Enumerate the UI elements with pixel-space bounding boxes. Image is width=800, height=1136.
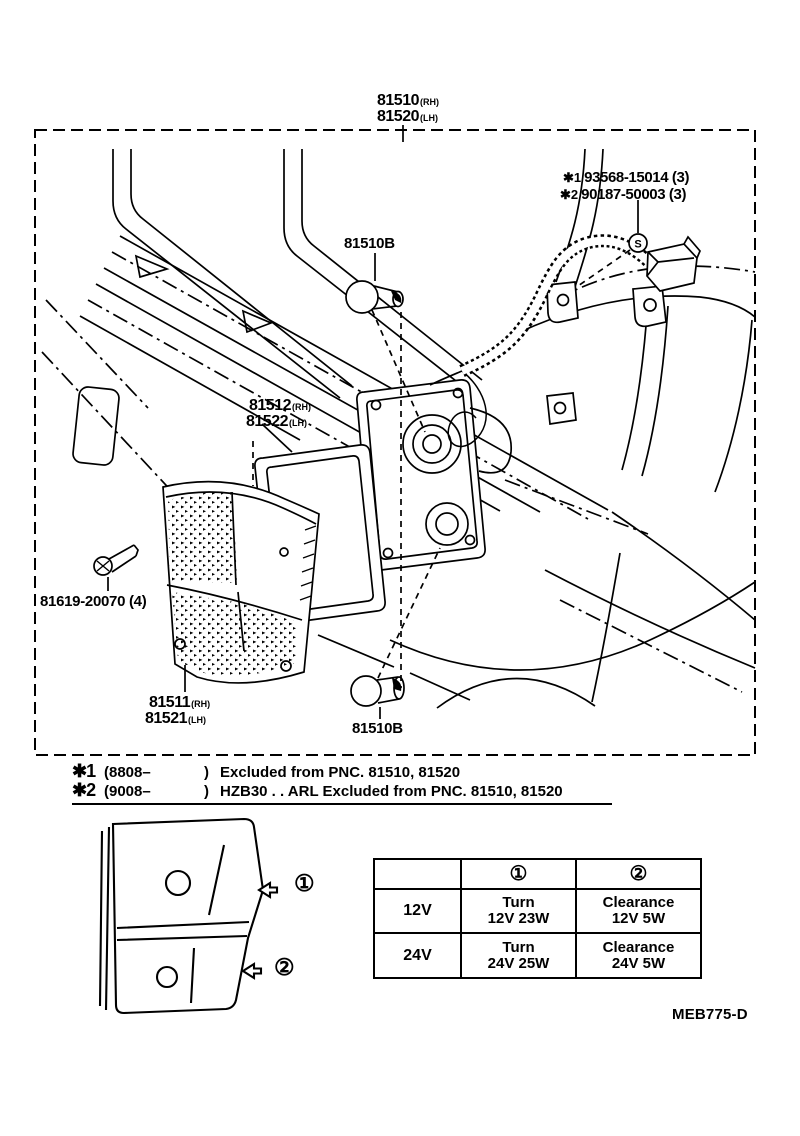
date-range: (8808–	[104, 764, 151, 781]
lens-number-lh	[145, 711, 206, 727]
drawing-code: MEB775-D	[672, 1006, 748, 1023]
lens-number-rh	[149, 695, 210, 711]
clearance-spec-cell	[575, 932, 700, 977]
footnote-text: Excluded from PNC. 81510, 81520	[220, 764, 461, 781]
lamp-housing	[357, 380, 511, 570]
reference-star: ✱1	[563, 170, 582, 185]
lens-screw	[94, 545, 138, 591]
arrow-left-icon	[243, 964, 261, 978]
part-number: 81520	[377, 108, 419, 125]
legend-marker-2: ②	[274, 954, 295, 980]
part-number: 81512	[249, 397, 291, 414]
reference-star: ✱1	[72, 761, 96, 781]
bulb-function: Clearance	[602, 894, 675, 911]
side-tag: (RH)	[420, 97, 439, 107]
date-range-close: )	[204, 764, 209, 781]
side-tag: (RH)	[292, 402, 311, 412]
gasket-number-lh	[246, 414, 307, 430]
footnote-text: HZB30 . . ARL Excluded from PNC. 81510, 81520	[220, 783, 563, 800]
screw-note-1	[563, 169, 689, 186]
footnote-1	[72, 761, 460, 782]
bulb-function: Turn	[502, 938, 535, 956]
bulb-spec-table	[373, 858, 702, 979]
bulb-function: Turn	[502, 894, 535, 911]
screw-part-label: 81619-20070 (4)	[40, 593, 147, 610]
part-number: 90187-50003 (3)	[581, 186, 687, 203]
part-number: 81522	[246, 413, 288, 430]
lamp-lens	[163, 482, 319, 692]
bulb-top	[346, 253, 403, 313]
voltage-cell: 12V	[375, 888, 460, 932]
part-number: 93568-15014 (3)	[584, 169, 690, 186]
reference-star: ✱2	[560, 187, 579, 202]
bulb-bottom	[351, 676, 404, 719]
table-corner-cell	[375, 860, 460, 888]
turn-spec-cell	[460, 932, 575, 977]
lens-legend-diagram	[100, 819, 277, 1013]
voltage-cell: 24V	[375, 932, 460, 977]
side-tag: (RH)	[191, 699, 211, 709]
footnote-2	[72, 780, 612, 805]
bulb-rating: 24V 5W	[611, 954, 666, 972]
bulb-rating: 12V 5W	[611, 910, 666, 927]
screw-note-2	[560, 186, 686, 203]
bulb-function: Clearance	[602, 938, 675, 956]
side-tag: (LH)	[420, 113, 438, 123]
assembly-number-rh	[377, 93, 439, 109]
bulb-top-label: 81510B	[344, 235, 395, 252]
date-range: (9008–	[104, 783, 151, 800]
gasket-number-rh	[249, 398, 311, 414]
bulb-bottom-label: 81510B	[352, 720, 403, 737]
part-number: 81510	[377, 92, 419, 109]
clearance-spec-cell	[575, 888, 700, 932]
turn-spec-cell	[460, 888, 575, 932]
part-number: 81521	[145, 710, 187, 727]
table-header-clearance: ②	[575, 860, 700, 888]
screw-symbol-letter: S	[634, 238, 642, 251]
date-range-close: )	[204, 783, 209, 800]
assembly-number-lh	[377, 109, 438, 125]
table-header-turn: ①	[460, 860, 575, 888]
bulb-rating: 12V 23W	[487, 910, 550, 927]
legend-marker-1: ①	[294, 870, 315, 896]
side-tag: (LH)	[289, 418, 307, 428]
part-number: 81511	[149, 694, 191, 711]
side-tag: (LH)	[188, 715, 206, 725]
reference-star: ✱2	[72, 780, 96, 800]
bulb-rating: 24V 25W	[487, 954, 550, 972]
